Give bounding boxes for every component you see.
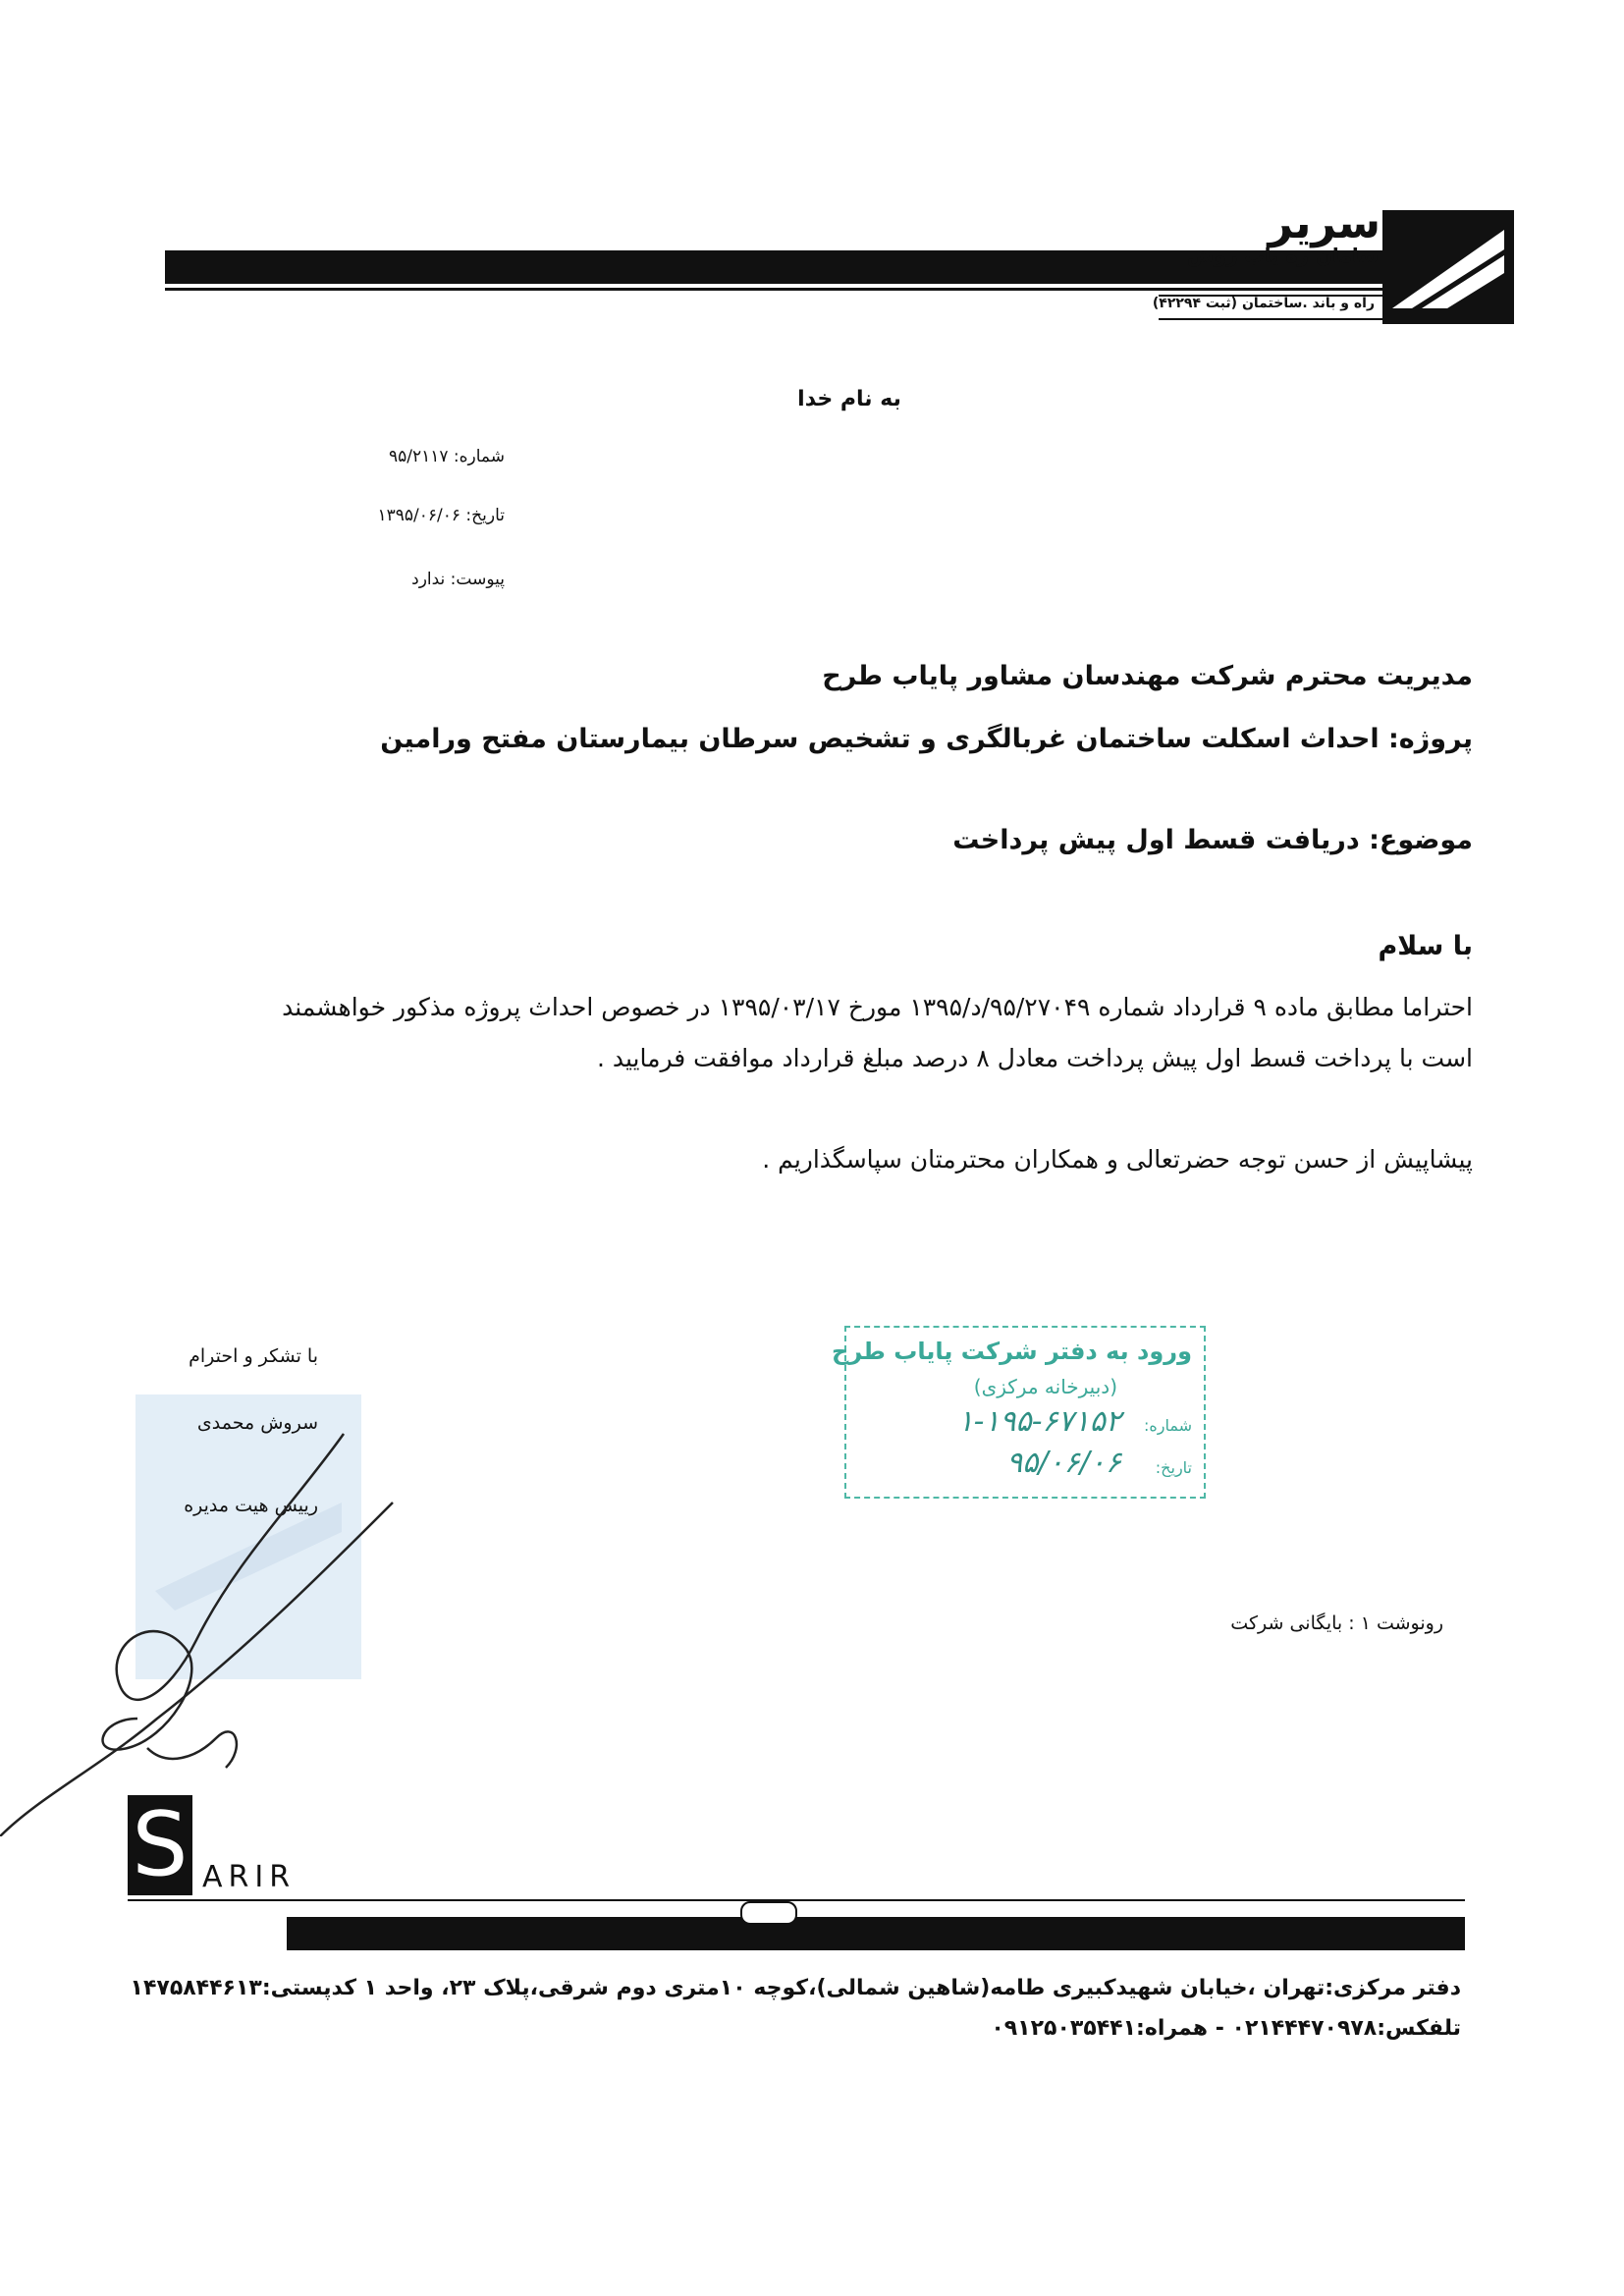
footer-line	[128, 1899, 1465, 1901]
signer-title: رییس هیت مدیره	[184, 1495, 318, 1516]
stamp-date-label: تاریخ:	[1155, 1458, 1192, 1477]
project-line: پروژه: احداث اسکلت ساختمان غربالگری و تشخیص سرطان بیمارستان مفتح ورامین	[380, 724, 1473, 754]
greeting: با سلام	[1378, 931, 1473, 961]
letter-attachment: پیوست: ندارد	[411, 570, 505, 589]
stamp-number-value: ۱-۱۹۵-۶۷۱۵۲	[957, 1404, 1121, 1439]
footer-bar	[287, 1917, 1465, 1950]
entry-stamp	[832, 1326, 1206, 1499]
stamp-title: ورود به دفتر شرکت پایاب طرح	[832, 1338, 1192, 1365]
footer-phones: تلفکس:۰۲۱۴۴۴۷۰۹۷۸ - همراه:۰۹۱۲۵۰۳۵۴۴۱	[991, 2016, 1461, 2041]
logo-mark-icon	[1382, 210, 1514, 324]
header-logo-block	[1382, 210, 1514, 324]
stamp-date-value: ۹۵/۰۶/۰۶	[1006, 1446, 1121, 1480]
footer-address: دفتر مرکزی:تهران ،خیابان شهیدکبیری طامه(شاهین شمالی)،کوچه ۱۰متری دوم شرقی،پلاک ۲۳، واحد ۱ کدپستی:۱۴۷۵۸۴۴۶۱۳	[130, 1976, 1461, 2000]
footer-emblem-icon	[740, 1901, 797, 1925]
body-paragraph: احتراما مطابق ماده ۹ قرارداد شماره ۹۵/۲۷۰۴۹/د/۱۳۹۵ مورخ ۱۳۹۵/۰۳/۱۷ در خصوص احداث پروژه مذکور خواهشمند است با پرداخت قسط اول پیش پرداخت معادل ۸ درصد مبلغ قرارداد موافقت فرمایید .	[282, 993, 1473, 1072]
closing: با تشکر و احترام	[189, 1345, 318, 1367]
footer-brand-letter: S	[128, 1795, 192, 1895]
bismillah: به نام خدا	[797, 387, 901, 411]
logo-wordmark: سریر	[1268, 198, 1380, 248]
thanks-line: پیشاپیش از حسن توجه حضرتعالی و همکاران محترمتان سپاسگذاریم .	[762, 1145, 1473, 1174]
logo-tagline: سامان ره یاب روش	[1186, 244, 1379, 267]
carbon-copy: رونوشت ۱ : بایگانی شرکت	[1230, 1613, 1443, 1634]
header-underline	[165, 288, 1382, 291]
stamp-number-label: شماره:	[1143, 1416, 1192, 1435]
header-sub-tagline: راه و باند .ساختمان (ثبت ۴۲۲۹۴)	[1152, 296, 1375, 311]
addressee: مدیریت محترم شرکت مهندسان مشاور پایاب طرح	[822, 661, 1473, 691]
signer-name: سروش محمدی	[196, 1412, 318, 1434]
subject-line: موضوع: دریافت قسط اول پیش پرداخت	[952, 825, 1473, 855]
footer-brand-rest: ARIR	[202, 1860, 297, 1894]
letter-date: تاریخ: ۱۳۹۵/۰۶/۰۶	[377, 506, 505, 525]
stamp-subtitle: (دبیرخانه مرکزی)	[973, 1375, 1117, 1398]
letter-number: شماره: ۹۵/۲۱۱۷	[388, 447, 505, 466]
handwritten-signature	[0, 1424, 422, 1836]
